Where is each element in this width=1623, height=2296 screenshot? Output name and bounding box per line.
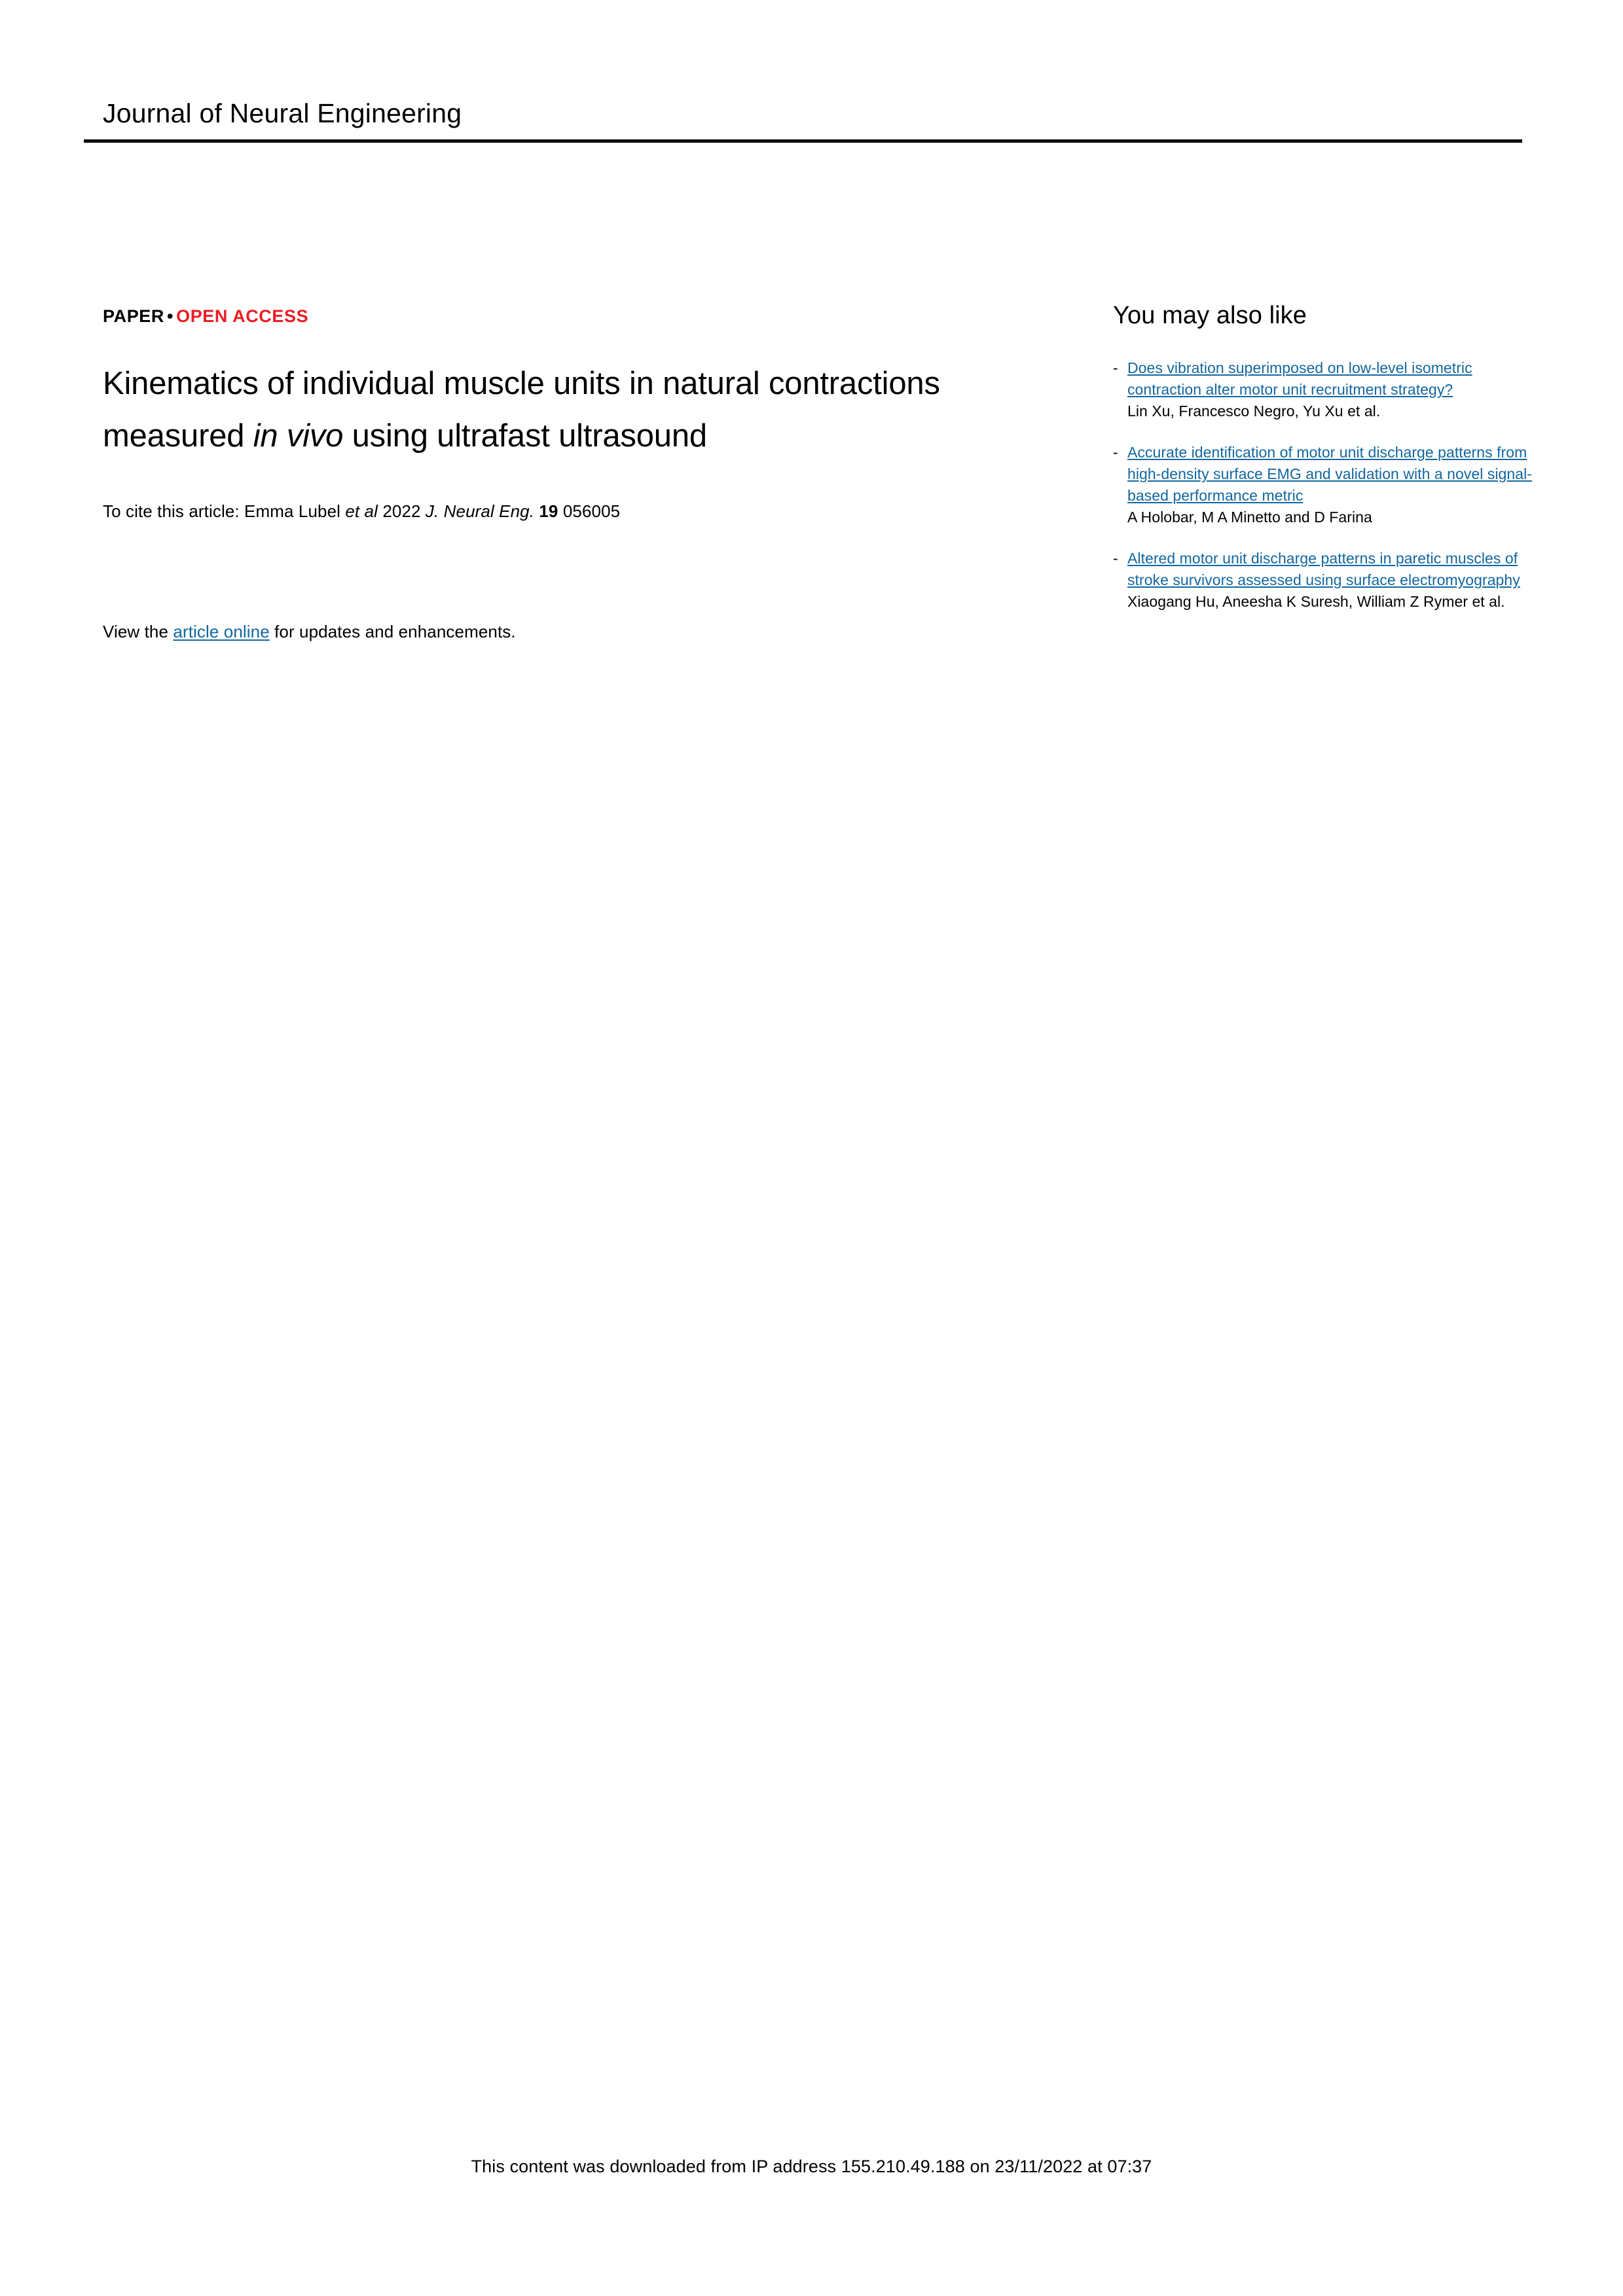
article-title-italic: in vivo (253, 418, 344, 454)
citation-line (103, 499, 1032, 523)
view-online-suffix: for updates and enhancements. (269, 622, 516, 641)
you-may-also-like-column (1113, 300, 1545, 632)
paper-label: PAPER (103, 306, 165, 326)
list-bullet-icon: - (1113, 444, 1118, 461)
page-title (103, 357, 1032, 462)
article-title-part2: using ultrafast ultrasound (343, 418, 707, 454)
citation-volume: 19 (539, 501, 558, 521)
related-article-link[interactable]: Accurate identification of motor unit discharge patterns from high-density surface EMG and validation with a novel signal-based performance metric (1127, 444, 1532, 504)
masthead-divider (84, 139, 1522, 143)
related-article-authors: Xiaogang Hu, Aneesha K Suresh, William Z Rymer et al. (1127, 593, 1505, 610)
citation-etal: et al (345, 501, 378, 521)
related-article-body (1127, 357, 1545, 422)
related-article-link[interactable]: Does vibration superimposed on low-level isometric contraction alter motor unit recruitment strategy? (1127, 359, 1472, 398)
download-notice: This content was downloaded from IP address 155.210.49.188 on 23/11/2022 at 07:37 (471, 2157, 1152, 2176)
view-online-line (103, 620, 1032, 643)
citation-journal: J. Neural Eng. (425, 501, 535, 521)
article-online-link[interactable]: article online (173, 622, 270, 641)
citation-article-number: 056005 (562, 501, 621, 521)
list-item (1113, 442, 1545, 528)
related-article-authors: Lin Xu, Francesco Negro, Yu Xu et al. (1127, 403, 1381, 420)
related-article-body (1127, 442, 1545, 528)
journal-title: Journal of Neural Engineering (103, 98, 462, 128)
article-info-column (103, 305, 1032, 643)
list-bullet-icon: - (1113, 359, 1118, 376)
list-item (1113, 548, 1545, 613)
related-article-body (1127, 548, 1545, 613)
related-article-link[interactable]: Altered motor unit discharge patterns in paretic muscles of stroke survivors assessed using surface electromyography (1127, 550, 1520, 588)
citation-year: 2022 (378, 501, 426, 521)
article-type-badge (103, 305, 1032, 327)
view-online-prefix: View the (103, 622, 173, 641)
article-title-part1: Kinematics of individual muscle units in natural contractions measured (103, 366, 940, 454)
citation-prefix: To cite this article: Emma Lubel (103, 501, 346, 521)
related-article-authors: A Holobar, M A Minetto and D Farina (1127, 509, 1372, 526)
you-may-also-like-heading: You may also like (1113, 302, 1307, 329)
open-access-label: OPEN ACCESS (176, 306, 309, 326)
list-item (1113, 357, 1545, 422)
list-bullet-icon: - (1113, 550, 1118, 567)
kicker-bullet-separator: • (167, 306, 174, 326)
